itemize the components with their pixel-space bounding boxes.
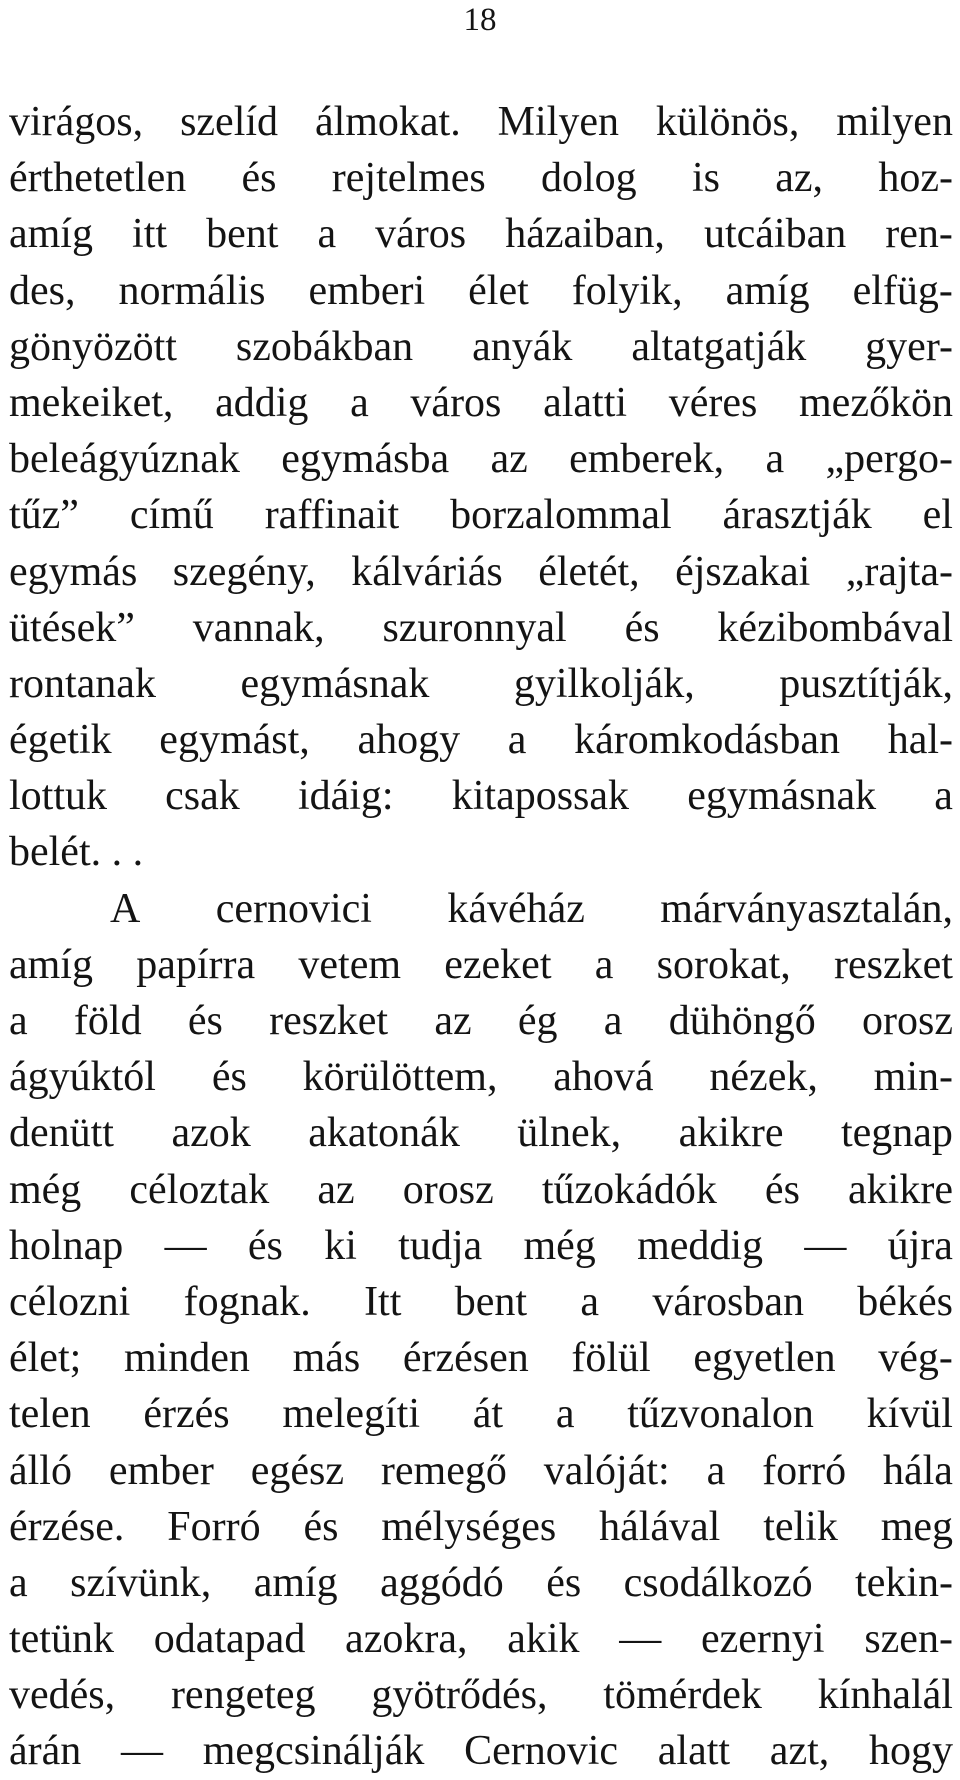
word: aggódó — [380, 1559, 504, 1606]
word: város — [410, 379, 502, 426]
word: orosz — [861, 998, 953, 1044]
word: ég — [517, 998, 558, 1044]
word: gönyözött — [9, 323, 177, 370]
word: és — [247, 1222, 283, 1269]
word: sorokat, — [656, 941, 791, 988]
word: célozni — [9, 1278, 131, 1325]
word: égetik — [9, 717, 112, 764]
text-line — [9, 1499, 953, 1555]
word: élet — [468, 267, 529, 314]
word: — — [121, 1728, 164, 1775]
word: valóját: — [543, 1447, 670, 1494]
word: tömérdek — [603, 1672, 762, 1719]
word: a — [594, 941, 614, 988]
word: idáig: — [297, 773, 394, 820]
text-line — [9, 431, 953, 487]
word: rontanak — [9, 660, 156, 707]
word: tekin- — [855, 1559, 953, 1606]
text-line — [9, 600, 953, 656]
word: odatapad — [153, 1616, 306, 1663]
word: városban — [652, 1278, 804, 1325]
word: Cernovic — [464, 1728, 619, 1775]
word: életét, — [538, 548, 640, 595]
word: ren- — [885, 211, 953, 258]
word: a — [317, 211, 337, 258]
text-line — [9, 263, 953, 319]
word: körülöttem, — [302, 1054, 498, 1101]
text-line — [9, 487, 953, 543]
word: — — [804, 1222, 847, 1269]
text-line — [9, 1049, 953, 1105]
word: csak — [165, 773, 240, 820]
word: virágos, — [9, 99, 144, 145]
word: gyilkolják, — [513, 660, 695, 707]
text-line — [9, 94, 953, 150]
word: amíg — [725, 267, 810, 314]
word: altatgatják — [631, 323, 807, 370]
word: szívünk, — [70, 1559, 212, 1606]
word: a — [555, 1391, 575, 1438]
word: pusztítják, — [779, 660, 953, 707]
word: ahogy — [357, 717, 461, 764]
word: akikre — [848, 1166, 953, 1213]
word: gyer- — [865, 323, 953, 370]
word: csodálkozó — [623, 1559, 813, 1606]
word: telen — [9, 1391, 91, 1438]
word: élet; — [9, 1335, 82, 1382]
word: gyötrődés, — [371, 1672, 548, 1719]
word: az, — [775, 155, 824, 202]
text-line — [9, 150, 953, 206]
word: rejtelmes — [331, 155, 486, 202]
word: kávéház — [447, 885, 585, 932]
word: Milyen — [497, 99, 619, 145]
word: emberek, — [569, 436, 725, 483]
word: tegnap — [840, 1110, 953, 1157]
word: — — [164, 1222, 207, 1269]
word: meddig — [637, 1222, 764, 1269]
word: ki — [324, 1222, 357, 1269]
word: folyik, — [571, 267, 683, 314]
word: a — [580, 1278, 600, 1325]
word: melegíti — [282, 1391, 421, 1438]
text-line — [9, 206, 953, 262]
word: vedés, — [9, 1672, 116, 1719]
text-line — [9, 768, 953, 824]
word: egymás — [9, 548, 138, 595]
word: kínhalál — [817, 1672, 953, 1719]
word: reszket — [834, 941, 953, 988]
word: még — [523, 1222, 596, 1269]
word: megcsinálják — [202, 1728, 425, 1775]
text-line — [9, 1274, 953, 1330]
word: remegő — [380, 1447, 507, 1494]
word: rengeteg — [170, 1672, 316, 1719]
word: itt — [132, 211, 168, 258]
word: a — [9, 998, 28, 1044]
word: éjszakai — [675, 548, 811, 595]
word: des, — [9, 267, 76, 314]
word: azok — [171, 1110, 251, 1157]
word: holnap — [9, 1222, 124, 1269]
word: milyen — [836, 99, 953, 145]
word: tűzokádók — [541, 1166, 717, 1213]
word: alatt — [657, 1728, 731, 1775]
text-line — [9, 1330, 953, 1386]
text-line — [9, 1386, 953, 1442]
word: és — [624, 604, 660, 651]
word: mekeiket, — [9, 379, 174, 426]
word: egymásba — [281, 436, 450, 483]
word: beleágyúznak — [9, 436, 240, 483]
word: céloztak — [129, 1166, 270, 1213]
word: föld — [73, 998, 142, 1044]
word: az — [317, 1166, 355, 1213]
word: és — [211, 1054, 247, 1101]
text-line — [9, 319, 953, 375]
word: tetünk — [9, 1616, 114, 1663]
text-line — [9, 656, 953, 712]
word: „rajta- — [845, 548, 953, 595]
word: orosz — [402, 1166, 494, 1213]
text-line — [9, 824, 953, 880]
word: cernovici — [215, 885, 372, 932]
word: „pergo- — [825, 436, 953, 483]
word: ágyúktól — [9, 1054, 156, 1101]
word: reszket — [269, 998, 389, 1044]
text-line — [9, 993, 953, 1049]
text-line — [9, 375, 953, 431]
word: vetem — [298, 941, 402, 988]
text-line — [9, 1555, 953, 1611]
word: egymást, — [159, 717, 310, 764]
word: egymásnak — [687, 773, 877, 820]
word: is — [691, 155, 720, 202]
page-number: 18 — [463, 2, 497, 38]
word: nézek, — [709, 1054, 818, 1101]
text-line — [9, 544, 953, 600]
word: azokra, — [345, 1616, 468, 1663]
word: papírra — [136, 941, 256, 988]
word: szegény, — [172, 548, 316, 595]
word: át — [472, 1391, 504, 1438]
word: szobákban — [235, 323, 414, 370]
word: amíg — [253, 1559, 338, 1606]
text-line — [9, 1667, 953, 1723]
word: A — [110, 885, 141, 932]
word: elfüg- — [852, 267, 953, 314]
word: kézibombával — [717, 604, 953, 651]
word: álmokat. — [314, 99, 461, 145]
word: házaiban, — [505, 211, 665, 258]
word: hálával — [599, 1503, 721, 1550]
word: ezernyi — [700, 1616, 825, 1663]
word: kívül — [866, 1391, 953, 1438]
word: véres — [668, 379, 758, 426]
word: szuronnyal — [382, 604, 567, 651]
word: lottuk — [9, 773, 108, 820]
text-line — [9, 1611, 953, 1667]
word: a — [706, 1447, 726, 1494]
word: amíg — [9, 941, 93, 988]
word: fölül — [571, 1335, 651, 1382]
word: még — [9, 1166, 82, 1213]
word: Itt — [364, 1278, 402, 1325]
word: és — [764, 1166, 800, 1213]
word: tűzvonalon — [627, 1391, 814, 1438]
word: meg — [880, 1503, 953, 1550]
word: borzalommal — [450, 492, 672, 539]
word: ahová — [553, 1054, 654, 1101]
word: a — [603, 998, 623, 1044]
word: a — [350, 379, 369, 426]
word: az — [490, 436, 528, 483]
word: az — [434, 998, 472, 1044]
word: város — [375, 211, 467, 258]
word: — — [619, 1616, 662, 1663]
text-line — [9, 1723, 953, 1779]
word: egész — [250, 1447, 344, 1494]
word: belét. . . — [9, 829, 144, 876]
text-line — [9, 1105, 953, 1161]
word: című — [129, 492, 214, 539]
word: dolog — [541, 155, 637, 202]
word: és — [546, 1559, 582, 1606]
word: érthetetlen — [9, 155, 187, 202]
word: amíg — [9, 211, 93, 258]
word: vannak, — [192, 604, 325, 651]
word: hála — [883, 1447, 953, 1494]
word: anyák — [472, 323, 573, 370]
word: raffinait — [264, 492, 400, 539]
text-line — [9, 1443, 953, 1499]
word: akik — [507, 1616, 580, 1663]
word: hogy — [868, 1728, 953, 1775]
word: tudja — [398, 1222, 483, 1269]
word: emberi — [308, 267, 426, 314]
word: szelíd — [180, 99, 279, 145]
word: békés — [857, 1278, 953, 1325]
word: alatti — [543, 379, 628, 426]
word: addig — [215, 379, 309, 426]
word: és — [187, 998, 223, 1044]
word: ember — [108, 1447, 214, 1494]
word: telik — [763, 1503, 838, 1550]
word: vég- — [878, 1335, 953, 1382]
word: más — [292, 1335, 361, 1382]
word: újra — [887, 1222, 953, 1269]
body-text — [9, 94, 953, 1780]
word: hoz- — [878, 155, 953, 202]
word: el — [922, 492, 953, 539]
word: kálváriás — [351, 548, 503, 595]
word: egymásnak — [240, 660, 430, 707]
word: azt, — [769, 1728, 830, 1775]
word: a — [765, 436, 785, 483]
word: szen- — [864, 1616, 953, 1663]
word: minden — [123, 1335, 250, 1382]
word: normális — [118, 267, 266, 314]
word: álló — [9, 1447, 72, 1494]
word: érzés — [143, 1391, 230, 1438]
word: min- — [873, 1054, 953, 1101]
text-line — [9, 881, 953, 937]
word: egyetlen — [693, 1335, 836, 1382]
word: fognak. — [183, 1278, 311, 1325]
text-line — [9, 712, 953, 768]
word: márványasztalán, — [660, 885, 953, 932]
word: árán — [9, 1728, 82, 1775]
text-line — [9, 1218, 953, 1274]
word: bent — [454, 1278, 528, 1325]
word: utcáiban — [703, 211, 847, 258]
word: forró — [762, 1447, 847, 1494]
word: mélységes — [381, 1503, 557, 1550]
word: hal- — [887, 717, 953, 764]
word: mezőkön — [799, 379, 953, 426]
word: és — [303, 1503, 339, 1550]
word: ezeket — [444, 941, 552, 988]
word: ütések” — [9, 604, 135, 651]
word: dühöngő — [668, 998, 816, 1044]
word: és — [241, 155, 277, 202]
word: kitapossak — [451, 773, 630, 820]
word: különös, — [655, 99, 800, 145]
word: érzése. — [9, 1503, 125, 1550]
word: érzésen — [402, 1335, 529, 1382]
word: tűz” — [9, 492, 79, 539]
word: káromkodásban — [574, 717, 841, 764]
word: árasztják — [722, 492, 872, 539]
word: akikre — [678, 1110, 784, 1157]
word: ülnek, — [517, 1110, 622, 1157]
word: Forró — [167, 1503, 261, 1550]
text-line — [9, 1162, 953, 1218]
word: bent — [206, 211, 279, 258]
text-line — [9, 937, 953, 993]
word: a — [934, 773, 953, 820]
word: a — [9, 1559, 28, 1606]
word: a — [507, 717, 527, 764]
word: denütt — [9, 1110, 114, 1157]
word: akatonák — [308, 1110, 460, 1157]
